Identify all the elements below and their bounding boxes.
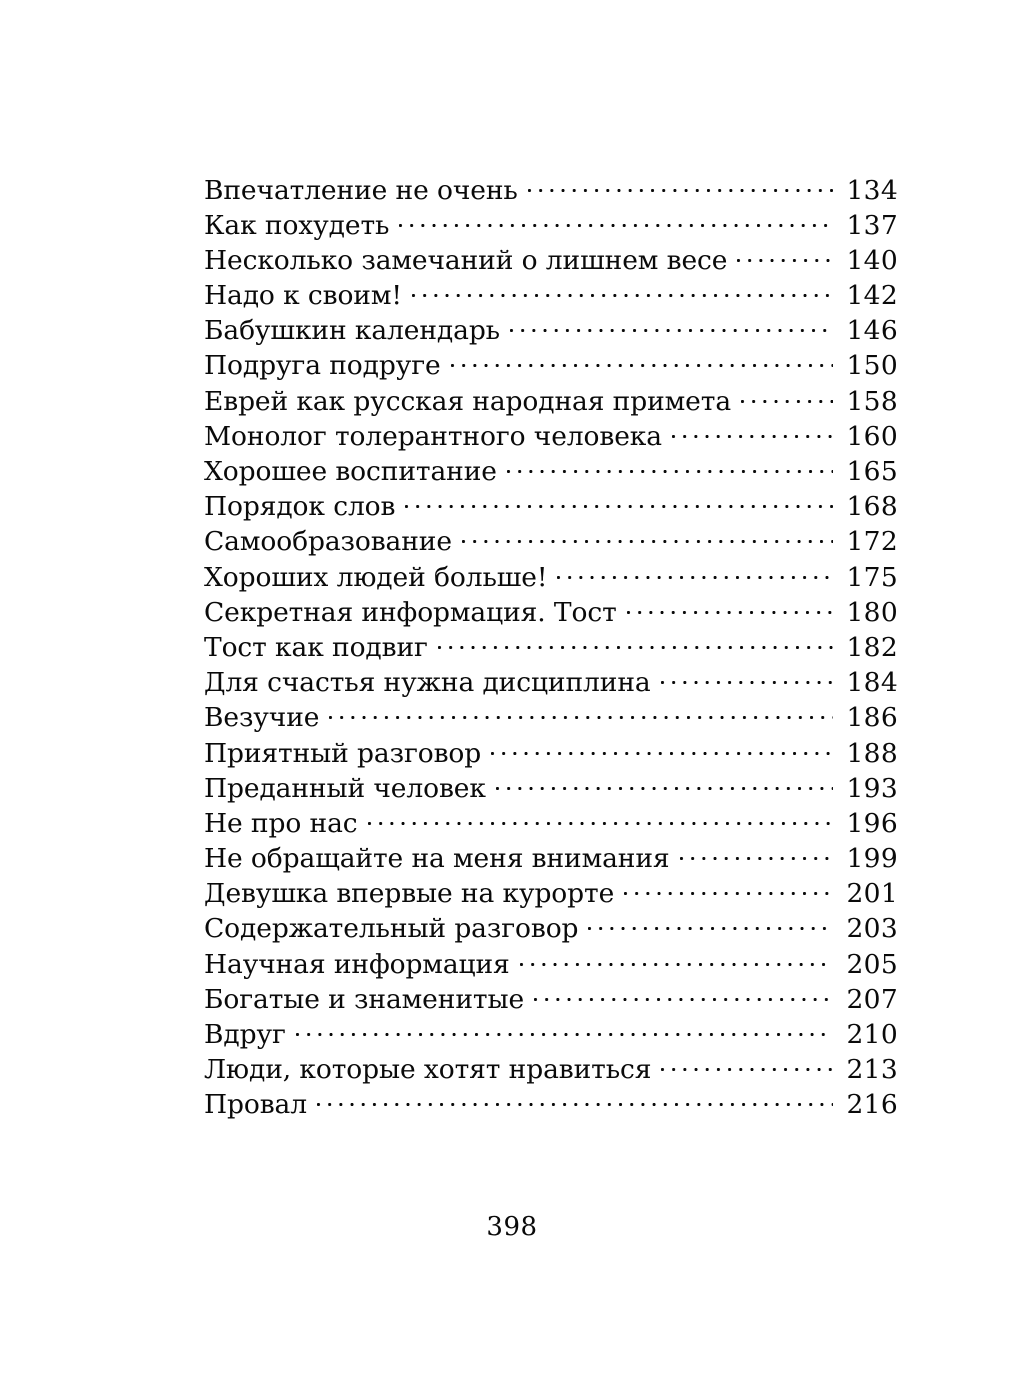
- toc-entry-title: Порядок слов: [204, 491, 396, 523]
- toc-dot-leader: [507, 454, 833, 481]
- toc-entry-title: Провал: [204, 1089, 307, 1121]
- toc-entry-title: Бабушкин календарь: [204, 315, 501, 347]
- toc-entry[interactable]: [204, 981, 898, 1016]
- toc-entry[interactable]: [204, 700, 898, 735]
- toc-entry-page-number: 193: [846, 772, 898, 804]
- toc-dot-leader: [661, 1052, 833, 1079]
- toc-entry-page-number: 168: [846, 491, 898, 523]
- toc-entry-title: Богатые и знаменитые: [204, 983, 525, 1015]
- toc-entry[interactable]: [204, 1087, 898, 1122]
- toc-entry-title: Везучие: [204, 702, 320, 734]
- toc-entry-title: Самообразование: [204, 526, 452, 558]
- table-of-contents-list: [204, 172, 898, 1122]
- toc-entry-title: Как похудеть: [204, 209, 390, 241]
- toc-dot-leader: [528, 172, 833, 199]
- toc-dot-leader: [368, 805, 833, 832]
- toc-entry[interactable]: [204, 524, 898, 559]
- toc-entry-title: Преданный человек: [204, 772, 486, 804]
- toc-dot-leader: [520, 946, 833, 973]
- toc-entry-title: Вдруг: [204, 1019, 286, 1050]
- toc-entry[interactable]: [204, 559, 898, 594]
- toc-entry-page-number: 184: [846, 667, 898, 699]
- toc-dot-leader: [557, 559, 833, 586]
- toc-entry-page-number: 180: [846, 596, 898, 628]
- toc-entry[interactable]: [204, 665, 898, 700]
- toc-entry-page-number: 134: [846, 174, 898, 206]
- toc-entry-page-number: 199: [846, 843, 898, 875]
- toc-entry[interactable]: [204, 1052, 898, 1087]
- toc-entry[interactable]: [204, 629, 898, 664]
- toc-entry-title: Надо к своим!: [204, 280, 402, 312]
- toc-dot-leader: [399, 207, 833, 234]
- toc-dot-leader: [624, 876, 833, 903]
- toc-entry[interactable]: [204, 805, 898, 840]
- toc-entry-title: Научная информация: [204, 948, 510, 980]
- toc-entry[interactable]: [204, 911, 898, 946]
- toc-entry[interactable]: [204, 418, 898, 453]
- toc-dot-leader: [491, 735, 833, 762]
- toc-entry-page-number: 196: [846, 807, 898, 839]
- toc-dot-leader: [737, 242, 833, 269]
- toc-entry[interactable]: [204, 735, 898, 770]
- toc-entry-page-number: 150: [846, 350, 898, 382]
- toc-entry-title: Не про нас: [204, 807, 358, 839]
- toc-entry-page-number: 213: [846, 1054, 898, 1086]
- toc-entry-page-number: 137: [846, 209, 898, 241]
- toc-entry[interactable]: [204, 1017, 898, 1052]
- toc-dot-leader: [317, 1087, 833, 1114]
- toc-entry-title: Хорошее воспитание: [204, 456, 497, 487]
- toc-dot-leader: [741, 383, 833, 410]
- toc-entry-title: Подруга подруге: [204, 350, 441, 382]
- toc-entry-page-number: 160: [846, 420, 898, 452]
- toc-entry-page-number: 216: [846, 1089, 898, 1121]
- toc-entry-title: Люди, которые хотят нравиться: [204, 1054, 652, 1086]
- toc-dot-leader: [661, 665, 833, 692]
- toc-entry[interactable]: [204, 770, 898, 805]
- toc-entry-page-number: 175: [846, 561, 898, 593]
- toc-entry[interactable]: [204, 489, 898, 524]
- toc-entry[interactable]: [204, 207, 898, 242]
- toc-entry-page-number: 172: [846, 526, 898, 558]
- toc-dot-leader: [534, 981, 833, 1008]
- toc-entry-page-number: 165: [846, 456, 898, 487]
- toc-dot-leader: [510, 313, 833, 340]
- toc-dot-leader: [462, 524, 833, 551]
- toc-dot-leader: [680, 841, 833, 868]
- toc-entry[interactable]: [204, 454, 898, 489]
- toc-entry-page-number: 205: [846, 948, 898, 980]
- toc-entry-title: Не обращайте на меня внимания: [204, 843, 670, 875]
- toc-entry-title: Тост как подвиг: [204, 631, 428, 663]
- toc-entry[interactable]: [204, 278, 898, 313]
- page-folio-number: 398: [486, 1212, 538, 1242]
- toc-entry-page-number: 210: [846, 1019, 898, 1050]
- toc-entry[interactable]: [204, 594, 898, 629]
- toc-dot-leader: [412, 278, 833, 305]
- toc-dot-leader: [329, 700, 833, 727]
- toc-entry-page-number: 188: [846, 737, 898, 769]
- toc-entry[interactable]: [204, 242, 898, 277]
- toc-dot-leader: [588, 911, 833, 938]
- toc-entry[interactable]: [204, 841, 898, 876]
- toc-entry-page-number: 146: [846, 315, 898, 347]
- toc-dot-leader: [296, 1017, 833, 1044]
- toc-dot-leader: [451, 348, 833, 375]
- toc-entry-page-number: 201: [846, 878, 898, 910]
- toc-entry[interactable]: [204, 383, 898, 418]
- toc-entry-title: Секретная информация. Тост: [204, 596, 617, 628]
- toc-entry-page-number: 207: [846, 983, 898, 1015]
- toc-dot-leader: [496, 770, 833, 797]
- toc-entry-title: Девушка впервые на курорте: [204, 878, 615, 910]
- toc-entry[interactable]: [204, 172, 898, 207]
- toc-entry-title: Приятный разговор: [204, 737, 482, 769]
- toc-entry-page-number: 186: [846, 702, 898, 734]
- toc-entry-title: Хороших людей больше!: [204, 561, 548, 593]
- toc-entry-title: Монолог толерантного человека: [204, 420, 662, 452]
- toc-entry-title: Впечатление не очень: [204, 174, 518, 206]
- toc-entry-page-number: 142: [846, 280, 898, 312]
- toc-entry[interactable]: [204, 348, 898, 383]
- toc-entry-title: Несколько замечаний о лишнем весе: [204, 244, 728, 276]
- toc-entry[interactable]: [204, 946, 898, 981]
- toc-entry-title: Для счастья нужна дисциплина: [204, 667, 651, 699]
- toc-dot-leader: [672, 418, 833, 445]
- toc-dot-leader: [627, 594, 833, 621]
- toc-entry-title: Еврей как русская народная примета: [204, 385, 732, 417]
- toc-entry-title: Содержательный разговор: [204, 913, 579, 945]
- toc-entry[interactable]: [204, 313, 898, 348]
- toc-dot-leader: [438, 629, 833, 656]
- toc-entry-page-number: 182: [846, 631, 898, 663]
- toc-entry[interactable]: [204, 876, 898, 911]
- toc-entry-page-number: 203: [846, 913, 898, 945]
- toc-dot-leader: [405, 489, 833, 516]
- toc-entry-page-number: 140: [846, 244, 898, 276]
- toc-entry-page-number: 158: [846, 385, 898, 417]
